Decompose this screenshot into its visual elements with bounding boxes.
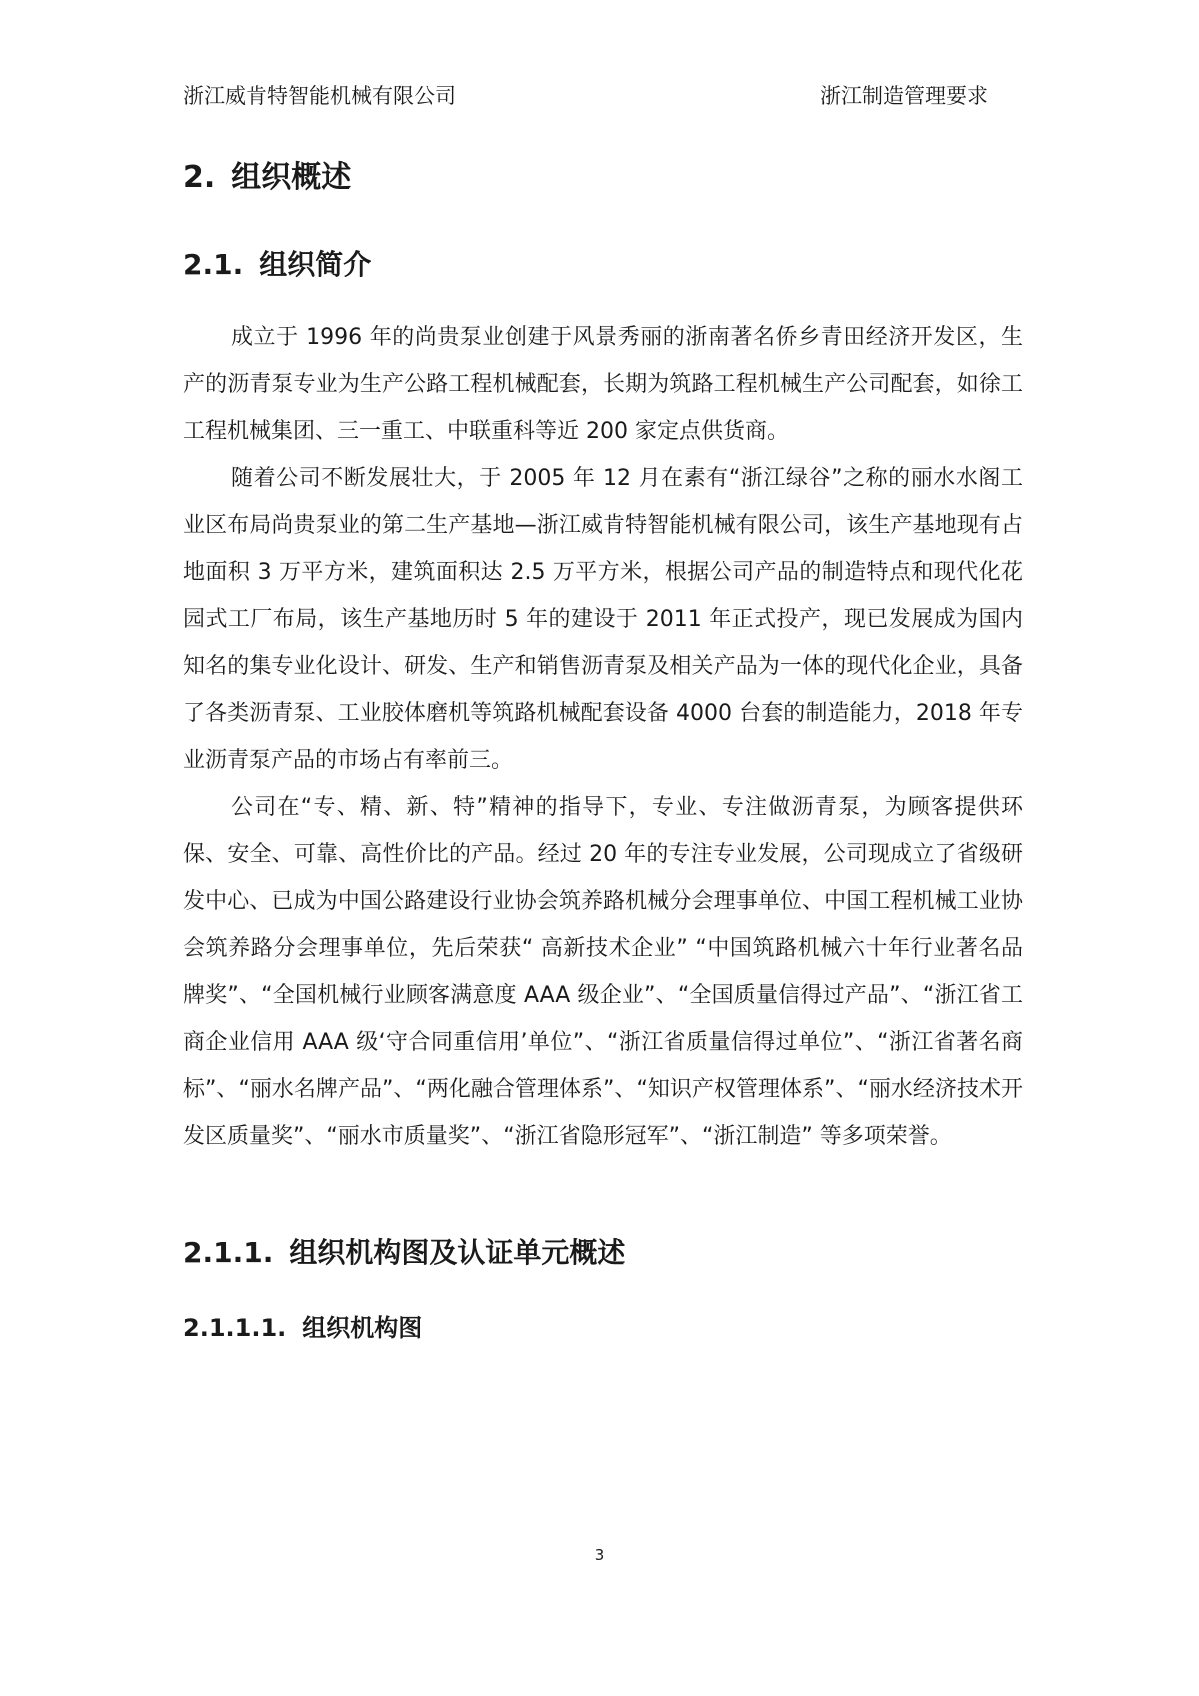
section-heading-2 [183, 155, 351, 201]
section-title: 组织简介 [259, 248, 372, 281]
section-heading-2-1-1-1 [183, 1308, 422, 1348]
section-title: 组织机构图 [302, 1314, 423, 1342]
paragraph-development: 随着公司不断发展壮大，于 2005 年 12 月在素有“浙江绿谷”之称的丽水水阁工业区布局尚贵泵业的第二生产基地—浙江威肯特智能机械有限公司，该生产基地现有占地面积 3 万平方米，建筑面积达 2.5 万平方米，根据公司产品的制造特点和现代化花园式工厂布局，该生产基地历时 5 年的建设于 2011 年正式投产，现已发展成为国内知名的集专业化设计、研发、生产和销售沥青泵及相关产品为一体的现代化企业，具备了各类沥青泵、工业胶体磨机等筑路机械配套设备 4000 台套的制造能力，2018 年专业沥青泵产品的市场占有率前三。 [183, 466, 1023, 773]
section-number: 2.1.1.1. [183, 1314, 287, 1342]
section-number: 2. [183, 160, 216, 195]
section-heading-2-1 [183, 243, 371, 287]
header-company-name: 浙江威肯特智能机械有限公司 [183, 84, 456, 108]
organization-introduction [183, 314, 1023, 1160]
page-number: 3 [594, 1546, 605, 1564]
page-header [183, 78, 988, 114]
section-title: 组织概述 [231, 160, 352, 195]
section-number: 2.1.1. [183, 1236, 274, 1269]
section-number: 2.1. [183, 248, 244, 281]
section-title: 组织机构图及认证单元概述 [289, 1236, 626, 1269]
paragraph-founding: 成立于 1996 年的尚贵泵业创建于风景秀丽的浙南著名侨乡青田经济开发区，生产的沥青泵专业为生产公路工程机械配套，长期为筑路工程机械生产公司配套，如徐工工程机械集团、三一重工、中联重科等近 200 家定点供货商。 [183, 325, 1023, 444]
header-document-title: 浙江制造管理要求 [820, 84, 988, 108]
paragraph-honors: 公司在“专、精、新、特”精神的指导下，专业、专注做沥青泵，为顾客提供环保、安全、可靠、高性价比的产品。经过 20 年的专注专业发展，公司现成立了省级研发中心、已成为中国公路建设行业协会筑养路机械分会理事单位、中国工程机械工业协会筑养路分会理事单位，先后荣获“ 高新技术企业” “中国筑路机械六十年行业著名品牌奖”、“全国机械行业顾客满意度 AAA 级企业”、“全国质量信得过产品”、“浙江省工商企业信用 AAA 级‘守合同重信用’单位”、“浙江省质量信得过单位”、“浙江省著名商标”、“丽水名牌产品”、“两化融合管理体系”、“知识产权管理体系”、“丽水经济技术开发区质量奖”、“丽水市质量奖”、“浙江省隐形冠军”、“浙江制造” 等多项荣誉。 [183, 795, 1023, 1149]
section-heading-2-1-1 [183, 1231, 625, 1275]
